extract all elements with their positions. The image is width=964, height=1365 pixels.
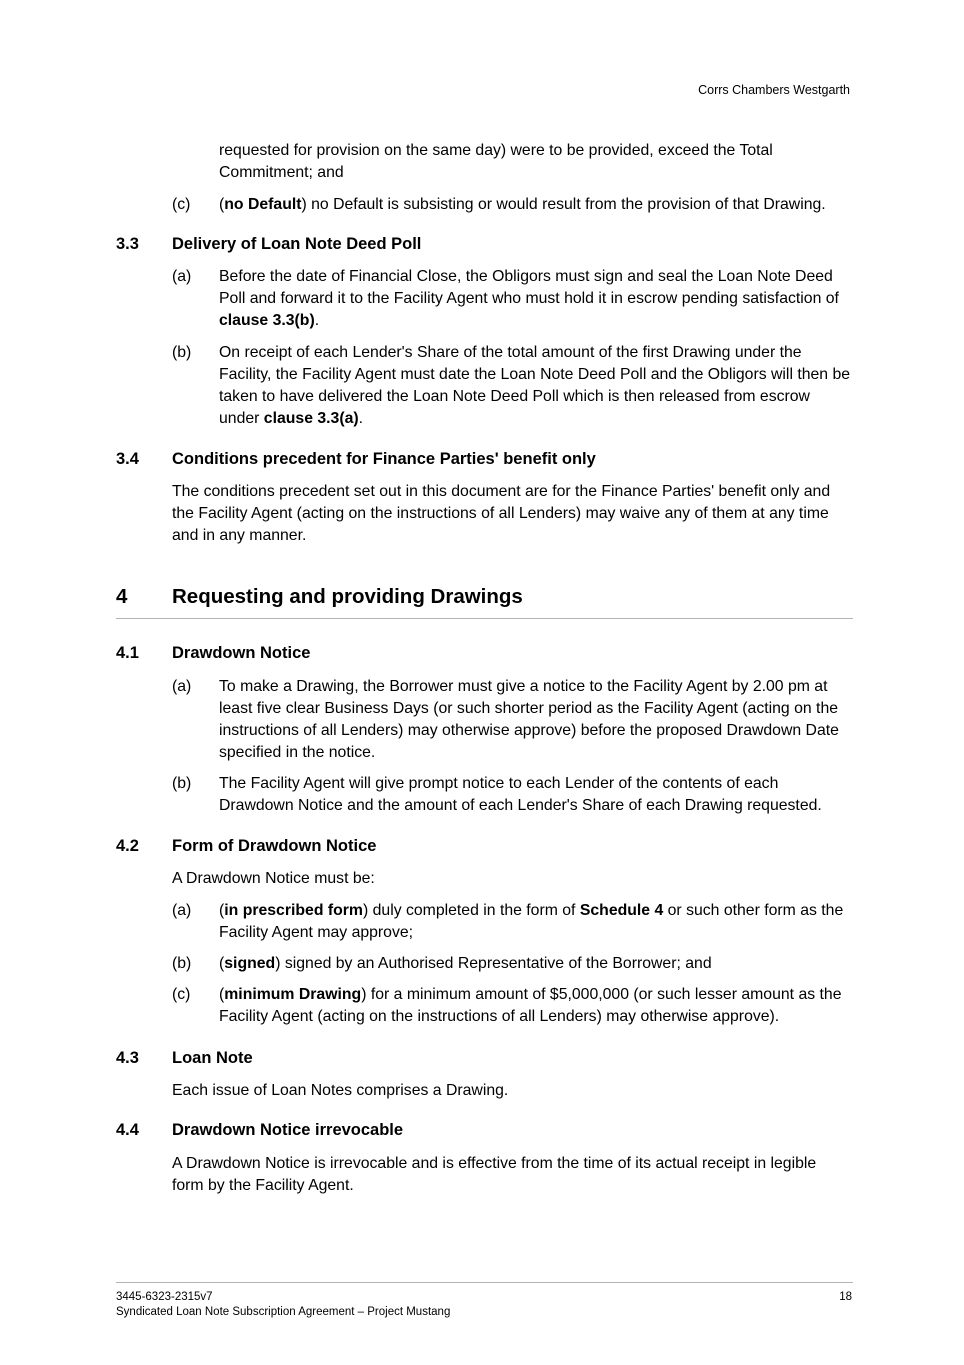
section-number: 3.4: [116, 450, 139, 468]
clause-3-3-a: (a) Before the date of Financial Close, the Obligors must sign and seal the Loan Note Deed Poll and forward it to the Facility Agent who must hold it in escrow pending satisfaction of clause 3.3(b).: [172, 268, 839, 329]
chapter-divider: [116, 618, 853, 619]
chapter-number: 4: [116, 585, 128, 608]
clause-3-3-b: (b) On receipt of each Lender's Share of the total amount of the first Drawing under the Facility, the Facility Agent must date the Loan Note Deed Poll and the Obligors will then be taken to have delivered the Loan Note Deed Poll which is then released from escrow under clause 3.3(a).: [172, 344, 851, 427]
clause-4-2-a: (a) (in prescribed form) duly completed in the form of Schedule 4 or such other form as the Facility Agent may approve;: [172, 902, 844, 941]
section-title: Form of Drawdown Notice: [172, 837, 377, 855]
document-id: 3445-6323-2315v7: [116, 1291, 213, 1303]
clause-4-2-c: (c) (minimum Drawing) for a minimum amount of $5,000,000 (or such lesser amount as the Facility Agent (acting on the instructions of all Lenders) may otherwise approve).: [172, 986, 842, 1025]
page-number: 18: [839, 1291, 852, 1303]
section-paragraph: The conditions precedent set out in this document are for the Finance Parties' benefit only and the Facility Agent (acting on the instructions of all Lenders) may waive any of them at any time and in any manner.: [172, 483, 831, 544]
section-paragraph: Each issue of Loan Notes comprises a Drawing.: [172, 1082, 509, 1099]
clause-term: signed: [224, 955, 276, 972]
clause-reference: clause 3.3(a): [263, 410, 359, 427]
section-number: 3.3: [116, 235, 139, 253]
section-number: 4.1: [116, 644, 139, 662]
schedule-reference: Schedule 4: [579, 902, 664, 919]
section-title: Delivery of Loan Note Deed Poll: [172, 235, 422, 253]
footer-divider: [116, 1282, 853, 1283]
section-paragraph: A Drawdown Notice is irrevocable and is effective from the time of its actual receipt in legible form by the Facility Agent.: [172, 1155, 817, 1194]
clause-3-2-c: (c) (no Default) no Default is subsisting or would result from the provision of that Drawing.: [172, 194, 852, 216]
document-title: Syndicated Loan Note Subscription Agreement – Project Mustang: [116, 1306, 451, 1318]
section-title: Drawdown Notice: [172, 644, 311, 662]
clause-label: (b): [172, 955, 192, 972]
section-title: Conditions precedent for Finance Parties' benefit only: [172, 450, 596, 468]
clause-label: (a): [172, 902, 192, 919]
section-number: 4.3: [116, 1049, 139, 1067]
clause-term: in prescribed form: [224, 902, 363, 919]
chapter-title: Requesting and providing Drawings: [172, 585, 523, 608]
section-title: Loan Note: [172, 1049, 253, 1067]
clause-label: (b): [172, 344, 192, 361]
clause-reference: clause 3.3(b): [219, 312, 315, 329]
clause-term: no Default: [224, 196, 302, 213]
clause-label: (a): [172, 678, 192, 695]
continuation-paragraph: requested for provision on the same day) were to be provided, exceed the Total Commitment; and: [219, 142, 773, 181]
section-intro: A Drawdown Notice must be:: [172, 870, 375, 887]
section-number: 4.2: [116, 837, 139, 855]
clause-4-1-b: (b) The Facility Agent will give prompt notice to each Lender of the contents of each Drawdown Notice and the amount of each Lender's Share of each Drawing requested.: [172, 775, 822, 814]
section-title: Drawdown Notice irrevocable: [172, 1121, 404, 1139]
clause-4-2-b: (b) (signed) signed by an Authorised Representative of the Borrower; and: [172, 953, 852, 975]
clause-label: (c): [172, 986, 191, 1003]
clause-label: (b): [172, 775, 192, 792]
clause-term: minimum Drawing: [224, 986, 362, 1003]
clause-label: (c): [172, 196, 191, 213]
firm-header: Corrs Chambers Westgarth: [698, 83, 850, 97]
section-number: 4.4: [116, 1121, 139, 1139]
clause-4-1-a: (a) To make a Drawing, the Borrower must give a notice to the Facility Agent by 2.00 pm at least five clear Business Days (or such shorter period as the Facility Agent (acting on the instructions of all Lenders) may otherwise approve) before the proposed Drawdown Date specified in the notice.: [172, 678, 839, 761]
clause-label: (a): [172, 268, 192, 285]
